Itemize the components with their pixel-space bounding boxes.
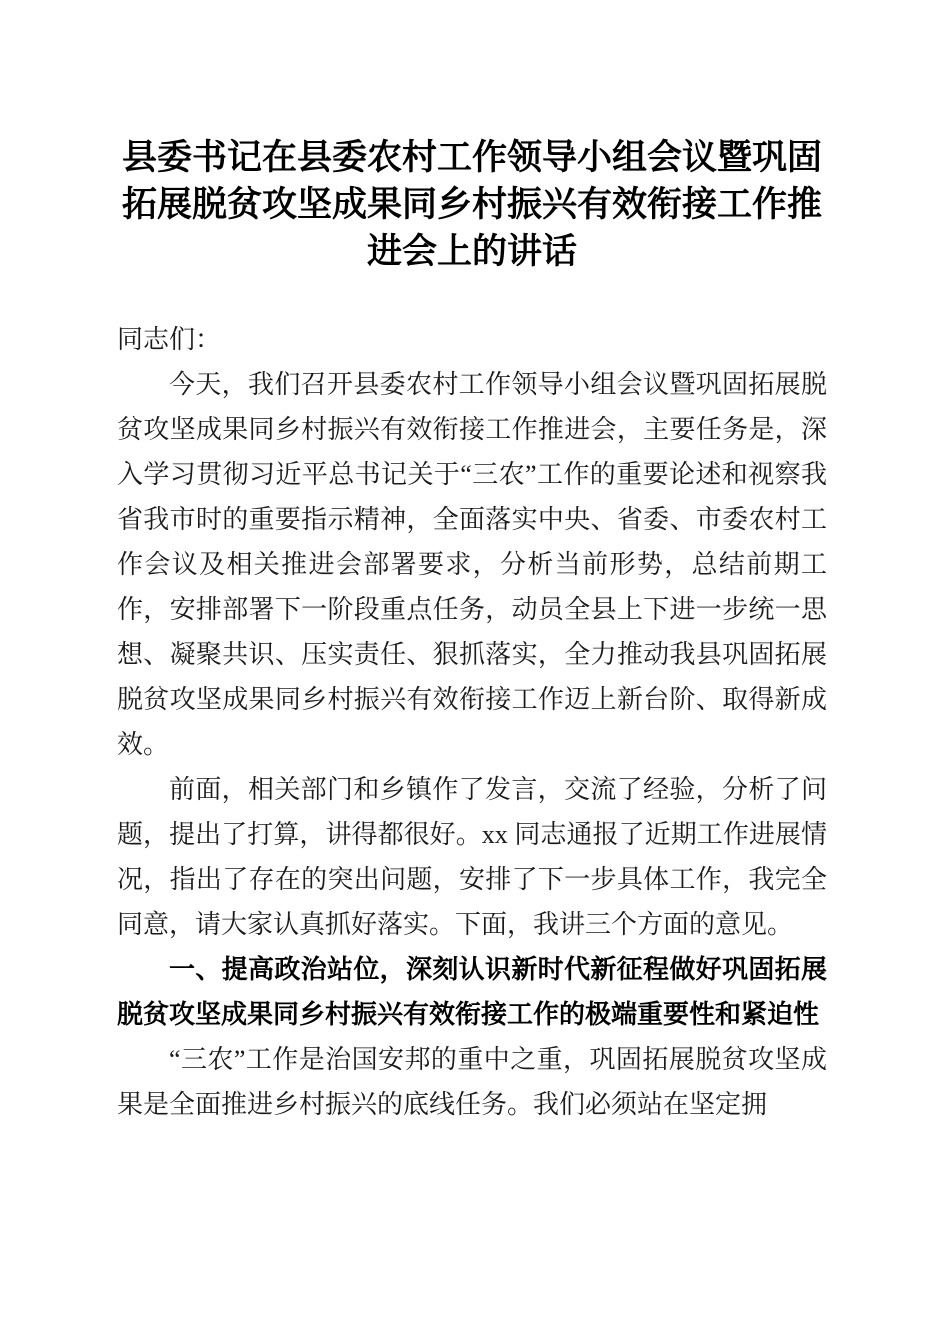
paragraph-remarks-summary: 前面，相关部门和乡镇作了发言，交流了经验，分析了问题，提出了打算，讲得都很好。xx 同志通报了近期工作进展情况，指出了存在的突出问题，安排了下一步具体工作，我完全同意，请大家认真抓好落实。下面，我讲三个方面的意见。 xyxy=(117,775,827,939)
salutation: 同志们： xyxy=(117,325,222,354)
paragraph-opening: 今天，我们召开县委农村工作领导小组会议暨巩固拓展脱贫攻坚成果同乡村振兴有效衔接工作推进会，主要任务是，深入学习贯彻习近平总书记关于“三农”工作的重要论述和视察我省我市时的重要指示精神，全面落实中央、省委、市委农村工作会议及相关推进会部署要求，分析当前形势，总结前期工作，安排部署下一阶段重点任务，动员全县上下进一步统一思想、凝聚共识、压实责任、狠抓落实，全力推动我县巩固拓展脱贫攻坚成果同乡村振兴有效衔接工作迈上新台阶、取得新成效。 xyxy=(117,370,827,759)
paragraph-section-1-body: “三农”工作是治国安邦的重中之重，巩固拓展脱贫攻坚成果是全面推进乡村振兴的底线任务。我们必须站在坚定拥 xyxy=(117,1045,827,1119)
section-heading-1: 一、提高政治站位，深刻认识新时代新征程做好巩固拓展脱贫攻坚成果同乡村振兴有效衔接工作的极端重要性和紧迫性 xyxy=(117,954,827,1029)
document-title: 县委书记在县委农村工作领导小组会议暨巩固拓展脱贫攻坚成果同乡村振兴有效衔接工作推进会上的讲话 xyxy=(121,138,822,271)
